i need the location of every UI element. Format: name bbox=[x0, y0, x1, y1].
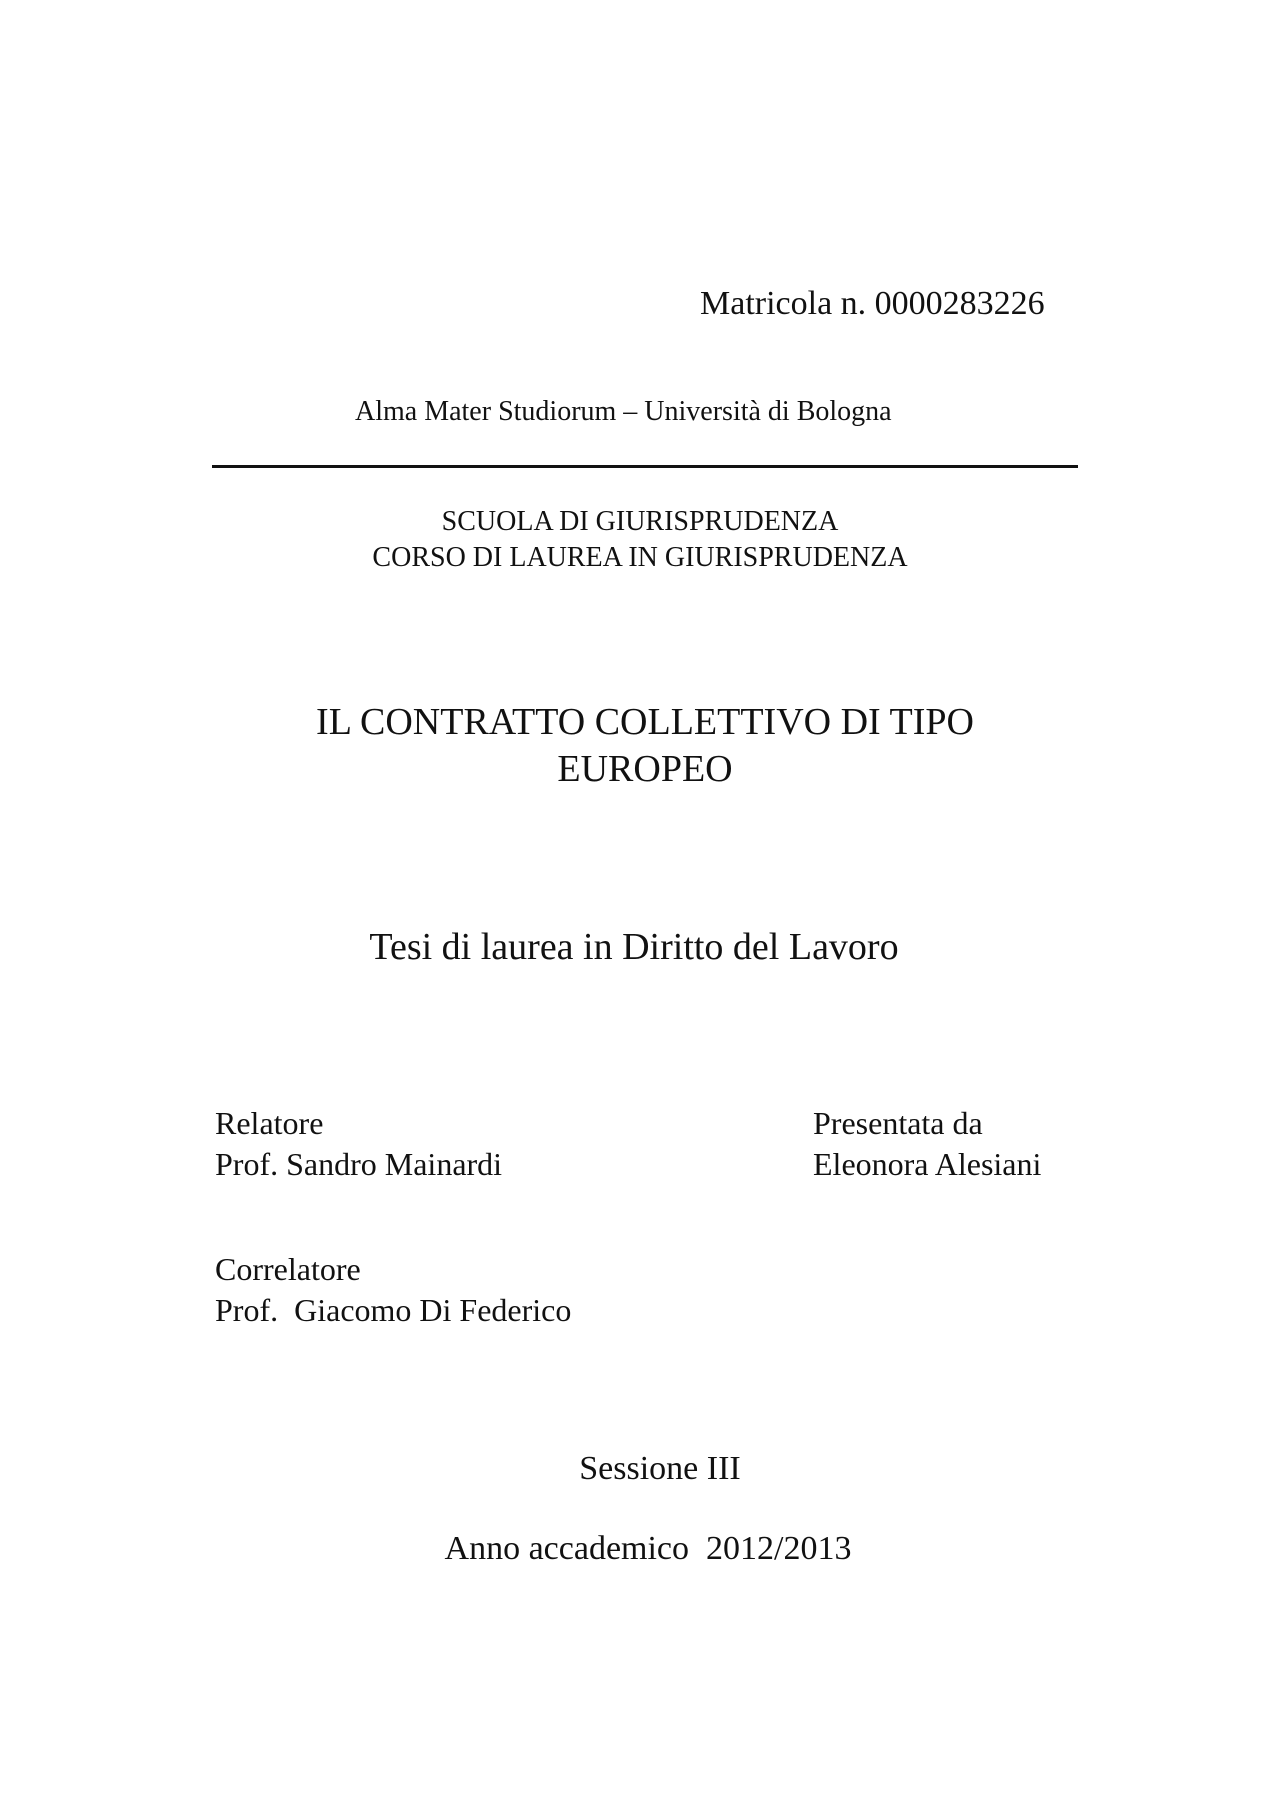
correlatore-name: Prof. Giacomo Di Federico bbox=[215, 1292, 572, 1328]
correlatore-label: Correlatore bbox=[215, 1251, 361, 1287]
school-name: SCUOLA DI GIURISPRUDENZA bbox=[441, 506, 839, 537]
horizontal-divider bbox=[212, 465, 1078, 468]
thesis-title-line-2: EUROPEO bbox=[557, 748, 733, 790]
thesis-title-line-1: IL CONTRATTO COLLETTIVO DI TIPO bbox=[316, 701, 974, 743]
presentata-name: Eleonora Alesiani bbox=[813, 1146, 1042, 1182]
matricola-number: Matricola n. 0000283226 bbox=[700, 285, 1045, 322]
presentata-label: Presentata da bbox=[813, 1105, 983, 1141]
academic-year: Anno accademico 2012/2013 bbox=[444, 1530, 852, 1567]
university-name: Alma Mater Studiorum – Università di Bologna bbox=[355, 396, 892, 427]
course-name: CORSO DI LAUREA IN GIURISPRUDENZA bbox=[372, 542, 908, 573]
relatore-label: Relatore bbox=[215, 1105, 324, 1141]
relatore-name: Prof. Sandro Mainardi bbox=[215, 1146, 503, 1182]
thesis-subtitle: Tesi di laurea in Diritto del Lavoro bbox=[369, 926, 899, 968]
session-label: Sessione III bbox=[579, 1450, 741, 1487]
